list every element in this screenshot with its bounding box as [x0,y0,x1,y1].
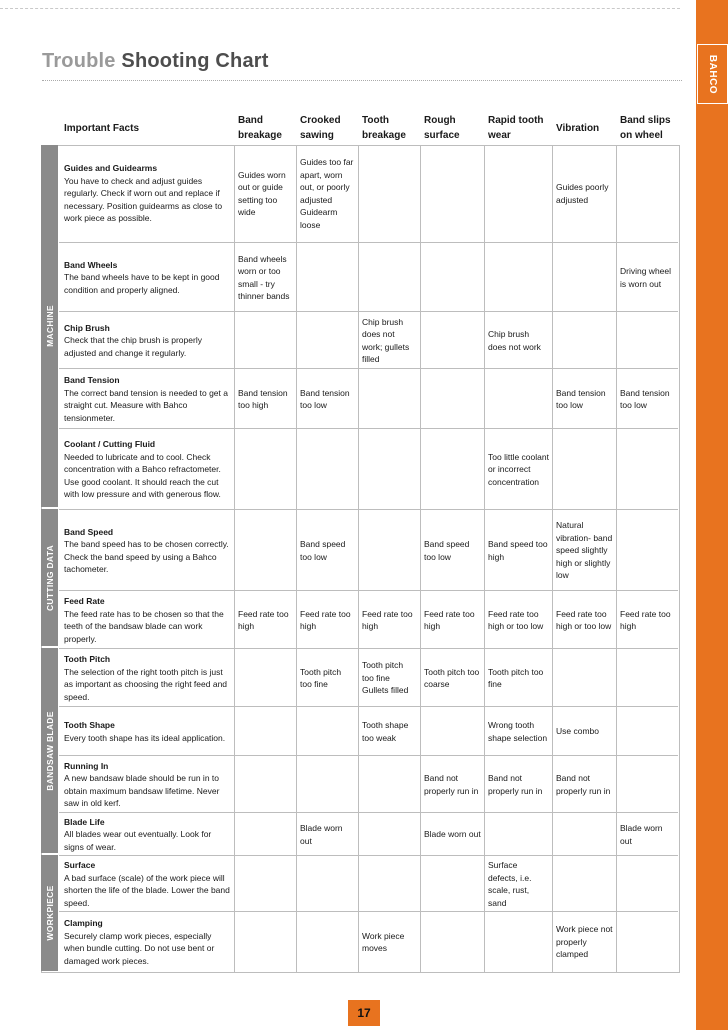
cause-cell-crooked-sawing: Band tension too low [296,369,358,429]
important-fact-cell [61,369,234,429]
cause-cell-rapid-tooth-wear: Too little coolant or incorrect concentration [484,429,552,510]
cause-cell-vibration: Work piece not properly clamped [552,912,616,972]
cause-cell-rough-surface [420,707,484,756]
cause-cell-rapid-tooth-wear: Band speed too high [484,510,552,591]
fact-description: The band wheels have to be kept in good condition and properly aligned. [64,272,220,295]
cause-cell-rapid-tooth-wear [484,912,552,972]
fact-title: Coolant / Cutting Fluid [64,439,156,450]
cause-cell-rough-surface [420,912,484,972]
header-vibration: Vibration [556,123,600,134]
cause-cell-tooth-breakage: Work piece moves [358,912,420,972]
important-fact-cell [61,707,234,756]
cause-cell-vibration [552,312,616,369]
cause-cell-rapid-tooth-wear [484,369,552,429]
cause-cell-tooth-breakage [358,510,420,591]
trouble-row [59,855,678,912]
cause-cell-band-slips-on-wheel [616,510,678,591]
important-fact-cell [61,429,234,510]
cause-cell-vibration: Band tension too low [552,369,616,429]
cause-cell-band-breakage: Band tension too high [234,369,296,429]
cause-cell-rough-surface: Tooth pitch too coarse [420,649,484,707]
cause-cell-tooth-breakage [358,243,420,312]
trouble-row [59,145,678,242]
important-fact-cell [61,756,234,813]
fact-description: A bad surface (scale) of the work piece will shorten the life of the blade. Lower the band speed. [64,872,230,908]
header-rapid-tooth-wear: Rapid tooth wear [488,115,544,141]
trouble-row [59,509,678,591]
trouble-row [59,368,678,429]
header-tooth-breakage: Tooth breakage [362,115,406,141]
important-fact-cell [61,145,234,242]
cause-cell-band-slips-on-wheel: Driving wheel is worn out [616,243,678,312]
cause-cell-rough-surface: Blade worn out [420,813,484,856]
section-machine: MACHINE [41,145,58,507]
cause-cell-vibration [552,856,616,912]
cause-cell-band-breakage: Feed rate too high [234,591,296,649]
fact-description: You have to check and adjust guides regularly. Check if worn out and replace if necessary. Position guidearms as close to work piece as possible. [64,175,223,224]
fact-description: Needed to lubricate and to cool. Check concentration with a Bahco refractometer. Use good coolant. It should reach the cut with low pressure and with generous flow. [64,451,221,500]
header-important-facts: Important Facts [64,123,140,134]
cause-cell-band-breakage [234,649,296,707]
section-bandsaw-blade: BANDSAW BLADE [41,648,58,853]
cause-cell-crooked-sawing: Band speed too low [296,510,358,591]
cause-cell-tooth-breakage [358,813,420,856]
cause-cell-crooked-sawing: Tooth pitch too fine [296,649,358,707]
cause-cell-rough-surface [420,369,484,429]
fact-description: The selection of the right tooth pitch is just as important as choosing the right feed and speed. [64,666,228,702]
fact-title: Surface [64,860,96,870]
cause-cell-vibration [552,813,616,856]
trouble-row [59,648,678,707]
fact-description: A new bandsaw blade should be run in to obtain maximum bandsaw lifetime. Never saw in old kerf. [64,773,220,808]
fact-title: Band Wheels [64,259,118,270]
important-fact-cell [61,912,234,972]
cause-cell-band-slips-on-wheel [616,856,678,912]
cause-cell-band-slips-on-wheel [616,145,678,242]
cause-cell-band-slips-on-wheel [616,649,678,707]
section-workpiece: WORKPIECE [41,855,58,971]
cause-cell-crooked-sawing [296,243,358,312]
cause-cell-vibration: Use combo [552,707,616,756]
cause-cell-band-breakage [234,856,296,912]
fact-description: Securely clamp work pieces, especially when bundle cutting. Do not use bent or damaged work pieces. [64,930,215,966]
cause-cell-rough-surface [420,856,484,912]
brand-side-bar [696,0,728,1030]
cause-cell-band-breakage [234,707,296,756]
cause-cell-vibration: Natural vibration- band speed slightly high or slightly low [552,510,616,591]
cause-cell-tooth-breakage [358,756,420,813]
fact-title: Tooth Pitch [64,654,111,664]
cause-cell-band-slips-on-wheel [616,756,678,813]
cause-cell-vibration [552,429,616,510]
cause-cell-rough-surface: Band speed too low [420,510,484,591]
cause-cell-band-breakage [234,312,296,369]
fact-title: Chip Brush [64,322,110,333]
cause-cell-rapid-tooth-wear: Band not properly run in [484,756,552,813]
fact-title: Running In [64,760,109,771]
trouble-row [59,812,678,856]
cause-cell-rapid-tooth-wear: Feed rate too high or too low [484,591,552,649]
cause-cell-band-slips-on-wheel: Feed rate too high [616,591,678,649]
cause-cell-tooth-breakage [358,369,420,429]
cause-cell-rough-surface [420,243,484,312]
cause-cell-rapid-tooth-wear: Wrong tooth shape selection [484,707,552,756]
cause-cell-crooked-sawing [296,312,358,369]
cause-cell-rough-surface [420,145,484,242]
cause-cell-crooked-sawing [296,912,358,972]
cause-cell-vibration: Band not properly run in [552,756,616,813]
cause-cell-crooked-sawing: Blade worn out [296,813,358,856]
fact-description: The band speed has to be chosen correctly. Check the band speed by using a Bahco tachometer. [64,539,229,574]
cause-cell-tooth-breakage [358,429,420,510]
cause-cell-rapid-tooth-wear [484,145,552,242]
trouble-row [59,428,678,510]
cause-cell-rapid-tooth-wear [484,813,552,856]
page-number: 17 [348,1000,380,1026]
cause-cell-band-slips-on-wheel [616,312,678,369]
fact-description: The feed rate has to be chosen so that the teeth of the bandsaw blade can work properly. [64,608,224,644]
header-band-breakage: Band breakage [238,115,282,141]
important-fact-cell [61,510,234,591]
cause-cell-band-breakage [234,756,296,813]
important-fact-cell [61,312,234,369]
cause-cell-tooth-breakage [358,145,420,242]
cause-cell-band-slips-on-wheel [616,707,678,756]
bahco-logo: BAHCO [697,44,728,104]
cause-cell-band-slips-on-wheel: Band tension too low [616,369,678,429]
cause-cell-tooth-breakage: Chip brush does not work; gullets filled [358,312,420,369]
cause-cell-crooked-sawing [296,756,358,813]
title-rule [42,80,682,81]
cause-cell-band-breakage: Guides worn out or guide setting too wide [234,145,296,242]
fact-description: Every tooth shape has its ideal application. [64,732,226,743]
header-rough-surface: Rough surface [424,115,460,141]
cause-cell-vibration: Guides poorly adjusted [552,145,616,242]
top-dashed-rule [0,8,680,9]
cause-cell-tooth-breakage: Tooth pitch too fine Gullets filled [358,649,420,707]
fact-title: Guides and Guidearms [64,163,158,174]
fact-title: Band Tension [64,375,120,385]
cause-cell-rapid-tooth-wear: Chip brush does not work [484,312,552,369]
cause-cell-band-breakage [234,510,296,591]
cause-cell-vibration: Feed rate too high or too low [552,591,616,649]
page-title: Trouble Shooting Chart [42,50,269,72]
cause-cell-band-breakage: Band wheels worn or too small - try thinner bands [234,243,296,312]
trouble-row [59,590,678,649]
cause-cell-crooked-sawing [296,707,358,756]
cause-cell-tooth-breakage: Tooth shape too weak [358,707,420,756]
cause-cell-band-slips-on-wheel [616,912,678,972]
fact-title: Band Speed [64,526,114,537]
fact-description: All blades wear out eventually. Look for signs of wear. [64,829,212,852]
cause-cell-vibration [552,243,616,312]
trouble-row [59,242,678,312]
cause-cell-crooked-sawing [296,429,358,510]
important-fact-cell [61,591,234,649]
trouble-row [59,706,678,756]
cause-cell-rough-surface [420,312,484,369]
cause-cell-rough-surface: Band not properly run in [420,756,484,813]
fact-title: Tooth Shape [64,720,115,730]
fact-title: Clamping [64,918,103,928]
cause-cell-band-breakage [234,912,296,972]
cause-cell-crooked-sawing: Feed rate too high [296,591,358,649]
trouble-row [59,755,678,813]
cause-cell-band-breakage [234,813,296,856]
cause-cell-rapid-tooth-wear [484,243,552,312]
fact-description: Check that the chip brush is properly adjusted and change it regularly. [64,335,202,358]
cause-cell-tooth-breakage [358,856,420,912]
fact-title: Feed Rate [64,596,105,606]
section-cutting-data: CUTTING DATA [41,509,58,646]
trouble-row [59,311,678,369]
fact-title: Blade Life [64,816,105,827]
header-band-slips-on-wheel: Band slips on wheel [620,115,671,141]
important-fact-cell [61,813,234,856]
important-fact-cell [61,856,234,912]
cause-cell-rough-surface: Feed rate too high [420,591,484,649]
cause-cell-rough-surface [420,429,484,510]
important-fact-cell [61,649,234,707]
cause-cell-band-breakage [234,429,296,510]
cause-cell-rapid-tooth-wear: Tooth pitch too fine [484,649,552,707]
cause-cell-crooked-sawing [296,856,358,912]
cause-cell-tooth-breakage: Feed rate too high [358,591,420,649]
trouble-row [59,911,678,972]
cause-cell-band-slips-on-wheel [616,429,678,510]
cause-cell-vibration [552,649,616,707]
header-crooked-sawing: Crooked sawing [300,115,341,141]
cause-cell-crooked-sawing: Guides too far apart, worn out, or poorly adjusted Guidearm loose [296,145,358,242]
fact-description: The correct band tension is needed to get a straight cut. Measure with Bahco tensionmeter. [64,387,228,423]
cause-cell-rapid-tooth-wear: Surface defects, i.e. scale, rust, sand [484,856,552,912]
important-fact-cell [61,243,234,312]
cause-cell-band-slips-on-wheel: Blade worn out [616,813,678,856]
